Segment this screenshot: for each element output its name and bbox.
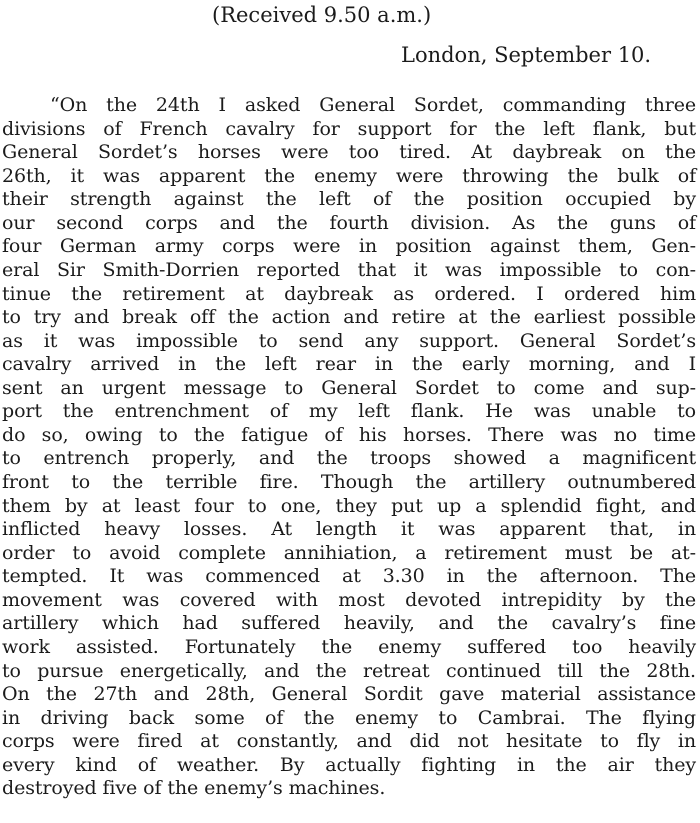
text-line: “On the 24th I asked General Sordet, commanding three [50,94,696,116]
dispatch-paragraph [2,94,696,801]
text-line: as it was impossible to send any support. General Sordet’s [2,329,696,352]
text-line: do so, owing to the fatigue of his horses. There was no time [2,423,696,446]
text-line: movement was covered with most devoted intrepidity by the [2,588,696,611]
text-line: in driving back some of the enemy to Cambrai. The flying [2,706,696,729]
text-line: our second corps and the fourth division. As the guns of [2,211,696,234]
text-line: On the 27th and 28th, General Sordit gave material assistance [2,683,696,706]
text-line: corps were fired at constantly, and did not hesitate to fly in [2,730,696,753]
text-line: cavalry arrived in the left rear in the early morning, and I [2,353,696,376]
text-line: sent an urgent message to General Sordet to come and sup- [2,376,696,399]
received-time: (Received 9.50 a.m.) [212,3,432,27]
text-line: work assisted. Fortunately the enemy suffered too heavily [2,635,696,658]
text-line: inflicted heavy losses. At length it was apparent that, in [2,518,696,541]
text-line: eral Sir Smith-Dorrien reported that it was impossible to con- [2,258,696,281]
text-line: General Sordet’s horses were too tired. At daybreak on the [2,141,696,164]
text-line: four German army corps were in position against them, Gen- [2,235,696,258]
text-line: order to avoid complete annihiation, a retirement must be at- [2,541,696,564]
dateline: London, September 10. [401,43,652,67]
text-line: divisions of French cavalry for support for the left flank, but [2,117,696,140]
text-line: 26th, it was apparent the enemy were throwing the bulk of [2,164,696,187]
text-line: tinue the retirement at daybreak as ordered. I ordered him [2,282,696,305]
text-line: their strength against the left of the position occupied by [2,188,696,211]
text-line: to try and break off the action and retire at the earliest possible [2,306,696,329]
text-line: to entrench properly, and the troops showed a magnificent [2,447,696,470]
text-line: port the entrenchment of my left flank. He was unable to [2,400,696,423]
text-line: every kind of weather. By actually fighting in the air they [2,753,696,776]
text-line: them by at least four to one, they put up a splendid fight, and [2,494,696,517]
text-line: artillery which had suffered heavily, and the cavalry’s fine [2,612,696,635]
text-line: to pursue energetically, and the retreat continued till the 28th. [2,659,696,682]
text-line: destroyed five of the enemy’s machines. [2,777,386,800]
text-line: tempted. It was commenced at 3.30 in the afternoon. The [2,565,696,588]
text-line: front to the terrible fire. Though the artillery outnumbered [2,471,696,493]
